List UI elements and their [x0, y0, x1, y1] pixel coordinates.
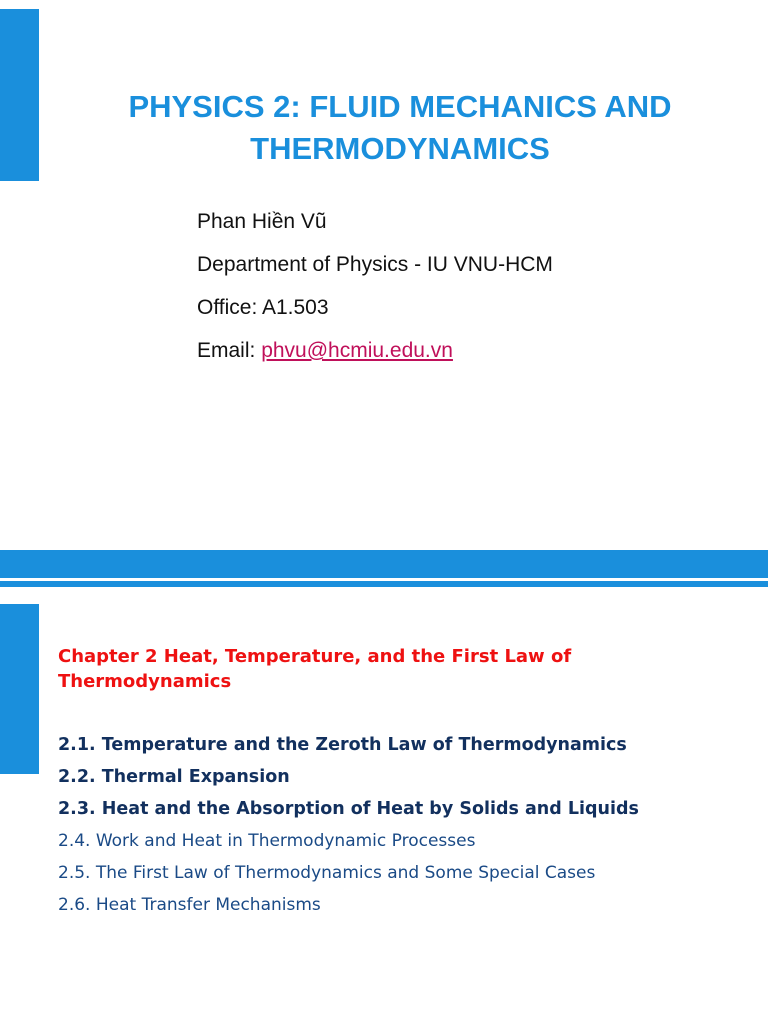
accent-bar — [0, 604, 39, 774]
divider-band-top — [0, 550, 768, 578]
office: Office: A1.503 — [197, 296, 329, 319]
author-info — [197, 207, 553, 379]
email-link[interactable]: phvu@hcmiu.edu.vn — [261, 339, 453, 362]
section-item: 2.6. Heat Transfer Mechanisms — [58, 895, 321, 915]
email-line — [197, 336, 553, 379]
chapter-heading — [58, 644, 698, 694]
section-item: 2.3. Heat and the Absorption of Heat by Solids and Liquids — [58, 799, 639, 819]
course-title-line-2: THERMODYNAMICS — [250, 131, 550, 166]
section-item: 2.5. The First Law of Thermodynamics and Some Special Cases — [58, 863, 596, 883]
slide-divider — [0, 550, 768, 590]
section-item: 2.1. Temperature and the Zeroth Law of Thermodynamics — [58, 735, 627, 755]
section-item: 2.2. Thermal Expansion — [58, 767, 290, 787]
chapter-slide — [0, 590, 768, 1024]
course-title — [60, 86, 740, 170]
department: Department of Physics - IU VNU-HCM — [197, 253, 553, 276]
section-item: 2.4. Work and Heat in Thermodynamic Processes — [58, 831, 476, 851]
section-list — [58, 731, 639, 923]
course-title-line-1: PHYSICS 2: FLUID MECHANICS AND — [128, 89, 672, 124]
chapter-heading-line-2: Thermodynamics — [58, 671, 232, 692]
chapter-heading-line-1: Chapter 2 Heat, Temperature, and the First Law of — [58, 646, 572, 667]
accent-bar — [0, 9, 39, 181]
email-label: Email: — [197, 339, 262, 362]
author-name: Phan Hiền Vũ — [197, 210, 327, 233]
divider-band-bottom — [0, 581, 768, 587]
